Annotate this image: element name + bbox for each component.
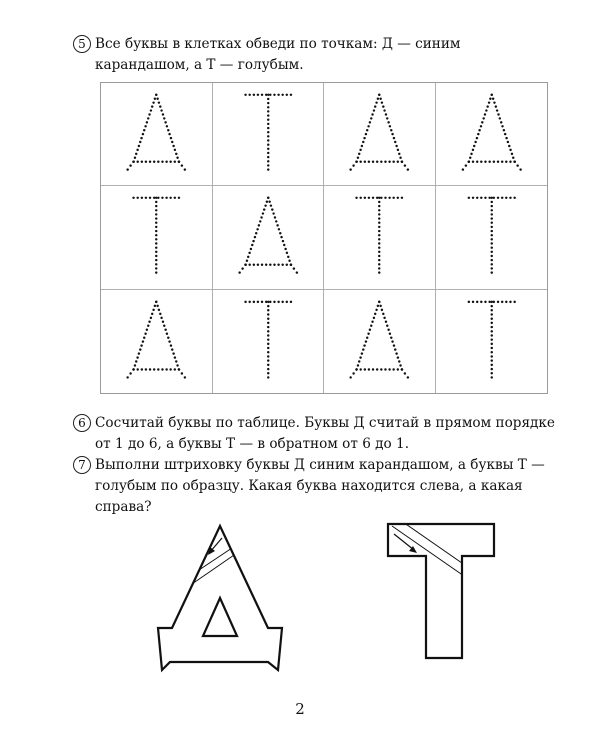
grid-cell [101, 290, 213, 393]
task-7 [78, 455, 555, 518]
dotted-letter-t [213, 290, 324, 393]
grid-cell [213, 290, 325, 393]
hatching-letter-t [380, 518, 502, 670]
task-text: Все буквы в клетках обведи по точкам: Д — синим карандашом, а Т — голубым. [95, 36, 461, 73]
task-5 [78, 34, 555, 76]
grid-cell [324, 186, 436, 289]
task-number-badge: 5 [73, 35, 91, 53]
task-text: Выполни штриховку буквы Д синим карандашом, а буквы Т — голубым по образцу. Какая буква находится слева, а какая справа? [95, 457, 545, 515]
grid-cell [101, 186, 213, 289]
dotted-letter-t [324, 186, 435, 288]
grid-cell [213, 186, 325, 289]
dotted-letter-t [436, 290, 548, 393]
grid-cell [436, 290, 548, 393]
grid-cell [436, 186, 548, 289]
grid-cell [324, 83, 436, 186]
dotted-letter-t [436, 186, 548, 288]
letter-grid [100, 82, 548, 394]
dotted-letter-d [101, 290, 212, 393]
dotted-letter-d [324, 83, 435, 185]
dotted-letter-t [213, 83, 324, 185]
task-6 [78, 413, 555, 455]
hatching-letter-d [150, 518, 290, 680]
grid-cell [101, 83, 213, 186]
dotted-letter-d [213, 186, 324, 288]
dotted-letter-d [324, 290, 435, 393]
dotted-letter-d [101, 83, 212, 185]
page-number: 2 [295, 700, 305, 718]
grid-cell [436, 83, 548, 186]
dotted-letter-t [101, 186, 212, 288]
task-number-badge: 6 [73, 414, 91, 432]
task-number-badge: 7 [73, 456, 91, 474]
grid-cell [324, 290, 436, 393]
task-text: Сосчитай буквы по таблице. Буквы Д считай в прямом порядке от 1 до 6, а буквы Т — в обратном от 6 до 1. [95, 415, 555, 452]
dotted-letter-d [436, 83, 548, 185]
grid-cell [213, 83, 325, 186]
